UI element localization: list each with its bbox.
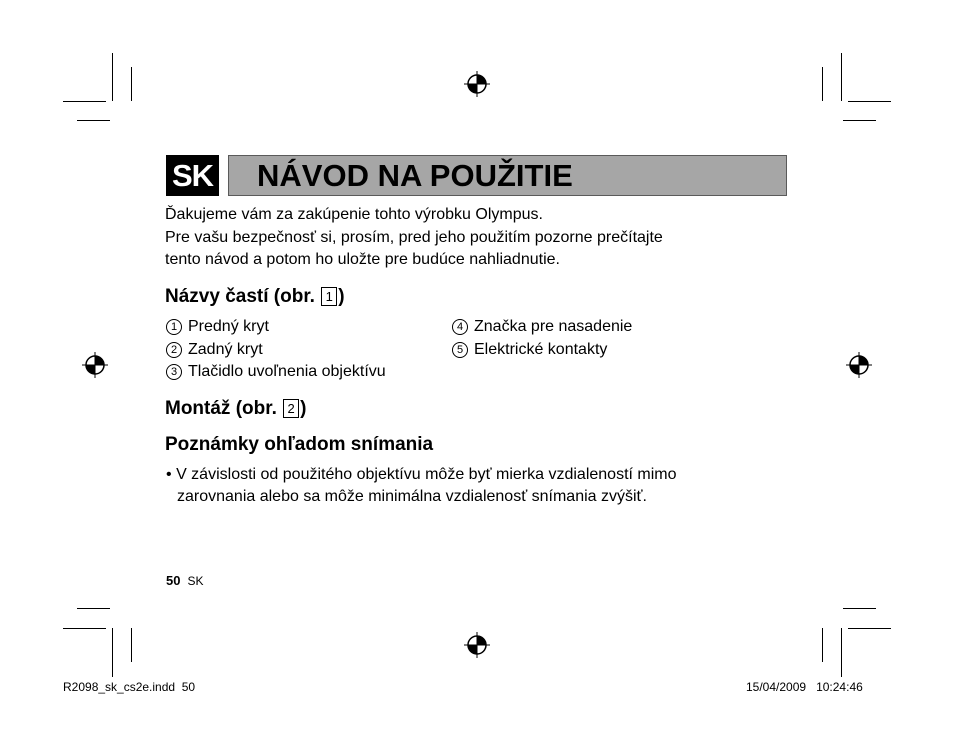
part-label: Predný kryt xyxy=(188,318,269,335)
list-item xyxy=(452,318,632,336)
circled-number: 5 xyxy=(452,342,468,358)
footer-file xyxy=(63,680,195,694)
crop-mark-icon xyxy=(848,101,891,102)
heading-text: Názvy častí (obr. xyxy=(165,286,315,307)
heading-text: Montáž (obr. xyxy=(165,398,277,419)
part-label: Zadný kryt xyxy=(188,341,263,358)
section-heading-mount xyxy=(165,398,307,420)
part-label: Značka pre nasadenie xyxy=(474,318,633,335)
crop-mark-icon xyxy=(63,101,106,102)
page-number xyxy=(166,573,203,588)
section-heading-notes: Poznámky ohľadom snímania xyxy=(165,434,434,455)
intro-text xyxy=(165,204,765,272)
footer-filename: R2098_sk_cs2e.indd xyxy=(63,680,176,694)
circled-number: 4 xyxy=(452,319,468,335)
note-text: zarovnania alebo sa môže minimálna vzdialenosť snímania zvýšiť. xyxy=(177,488,647,505)
crop-mark-icon xyxy=(843,120,876,121)
circled-number: 3 xyxy=(166,364,182,380)
list-item xyxy=(166,363,386,381)
part-label: Elektrické kontakty xyxy=(474,341,608,358)
footer-filepage: 50 xyxy=(181,680,196,694)
crop-mark-icon xyxy=(63,628,106,629)
footer-timestamp xyxy=(746,680,863,694)
crop-mark-icon xyxy=(841,628,842,677)
circled-number: 1 xyxy=(166,319,182,335)
figure-number-box: 2 xyxy=(283,399,299,418)
list-item xyxy=(166,341,263,359)
crop-mark-icon xyxy=(848,628,891,629)
intro-line: tento návod a potom ho uložte pre budúce nahliadnutie. xyxy=(165,251,560,268)
bullet-icon: • xyxy=(166,466,172,483)
section-heading-parts xyxy=(165,286,345,308)
figure-number-box: 1 xyxy=(321,287,337,306)
registration-mark-icon xyxy=(464,71,490,97)
circled-number: 2 xyxy=(166,342,182,358)
crop-mark-icon xyxy=(131,67,132,101)
part-label: Tlačidlo uvoľnenia objektívu xyxy=(188,363,386,380)
footer-date: 15/04/2009 xyxy=(746,680,807,694)
registration-mark-icon xyxy=(846,352,872,378)
language-badge: SK xyxy=(166,155,219,196)
crop-mark-icon xyxy=(112,53,113,101)
intro-line: Pre vašu bezpečnosť si, prosím, pred jeho použitím pozorne prečítajte xyxy=(165,228,663,246)
footer-time: 10:24:46 xyxy=(816,680,863,694)
title-bar xyxy=(228,155,787,196)
crop-mark-icon xyxy=(841,53,842,101)
page-title: NÁVOD NA POUŽITIE xyxy=(257,158,573,193)
crop-mark-icon xyxy=(843,608,876,609)
page-number-value: 50 xyxy=(166,573,181,588)
crop-mark-icon xyxy=(112,628,113,677)
note-text: V závislosti od použitého objektívu môže byť mierka vzdialeností mimo xyxy=(176,466,677,483)
list-item xyxy=(452,341,607,359)
registration-mark-icon xyxy=(464,632,490,658)
intro-line: Ďakujeme vám za zakúpenie tohto výrobku Olympus. xyxy=(165,206,543,223)
crop-mark-icon xyxy=(822,628,823,662)
heading-close: ) xyxy=(300,398,307,419)
bullet-note xyxy=(166,464,677,508)
list-item xyxy=(166,318,269,336)
crop-mark-icon xyxy=(822,67,823,101)
page-language: SK xyxy=(187,574,204,588)
heading-close: ) xyxy=(338,286,345,307)
crop-mark-icon xyxy=(77,120,110,121)
crop-mark-icon xyxy=(131,628,132,662)
crop-mark-icon xyxy=(77,608,110,609)
registration-mark-icon xyxy=(82,352,108,378)
